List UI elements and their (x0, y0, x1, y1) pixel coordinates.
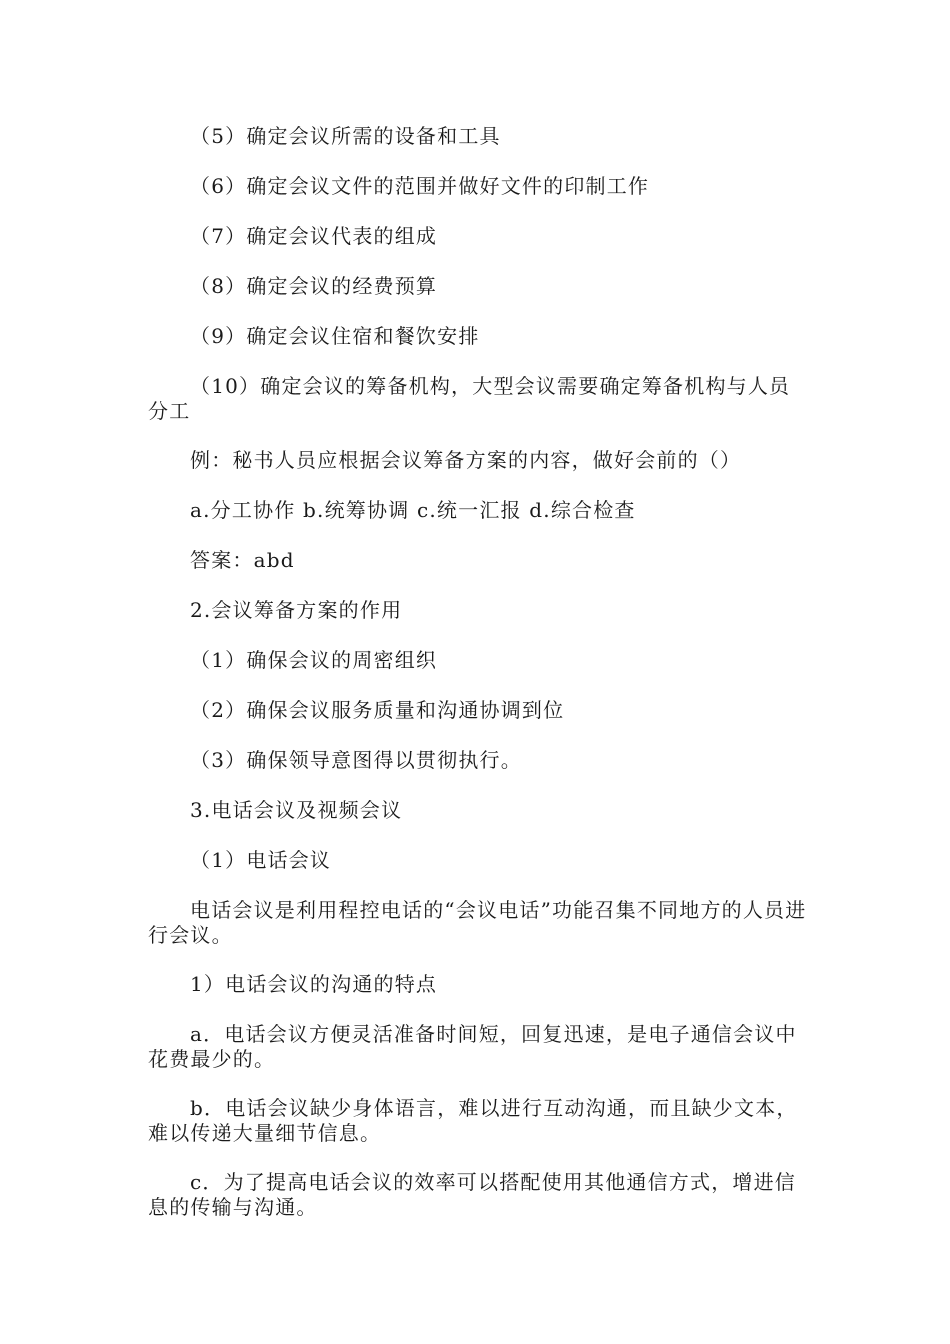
purpose-item-1: （1）确保会议的周密组织 (190, 648, 438, 672)
list-item-5: （5）确定会议所需的设备和工具 (190, 124, 501, 148)
list-item-6: （6）确定会议文件的范围并做好文件的印制工作 (190, 174, 650, 198)
section-heading-2: 2.会议筹备方案的作用 (190, 598, 403, 622)
subsection-heading-1: （1）电话会议 (190, 848, 332, 872)
example-answer: 答案：abd (190, 548, 295, 572)
list-item-9: （9）确定会议住宿和餐饮安排 (190, 324, 480, 348)
list-item-8: （8）确定会议的经费预算 (190, 274, 438, 298)
feature-c: c．为了提高电话会议的效率可以搭配使用其他通信方式，增进信息的传输与沟通。 (148, 1170, 797, 1219)
purpose-item-2: （2）确保会议服务质量和沟通协调到位 (190, 698, 565, 722)
subsubsection-heading: 1）电话会议的沟通的特点 (190, 972, 438, 996)
example-question: 例：秘书人员应根据会议筹备方案的内容，做好会前的（） (190, 448, 742, 472)
feature-b: b．电话会议缺少身体语言，难以进行互动沟通，而且缺少文本，难以传递大量细节信息。 (148, 1096, 798, 1145)
list-item-10: （10）确定会议的筹备机构，大型会议需要确定筹备机构与人员分工 (148, 374, 791, 423)
purpose-item-3: （3）确保领导意图得以贯彻执行。 (190, 748, 522, 772)
list-item-7: （7）确定会议代表的组成 (190, 224, 438, 248)
example-options: a.分工协作 b.统筹协调 c.统一汇报 d.综合检查 (190, 498, 636, 522)
paragraph-definition: 电话会议是利用程控电话的“会议电话”功能召集不同地方的人员进行会议。 (148, 898, 807, 947)
feature-a: a．电话会议方便灵活准备时间短，回复迅速，是电子通信会议中花费最少的。 (148, 1022, 797, 1071)
section-heading-3: 3.电话会议及视频会议 (190, 798, 403, 822)
